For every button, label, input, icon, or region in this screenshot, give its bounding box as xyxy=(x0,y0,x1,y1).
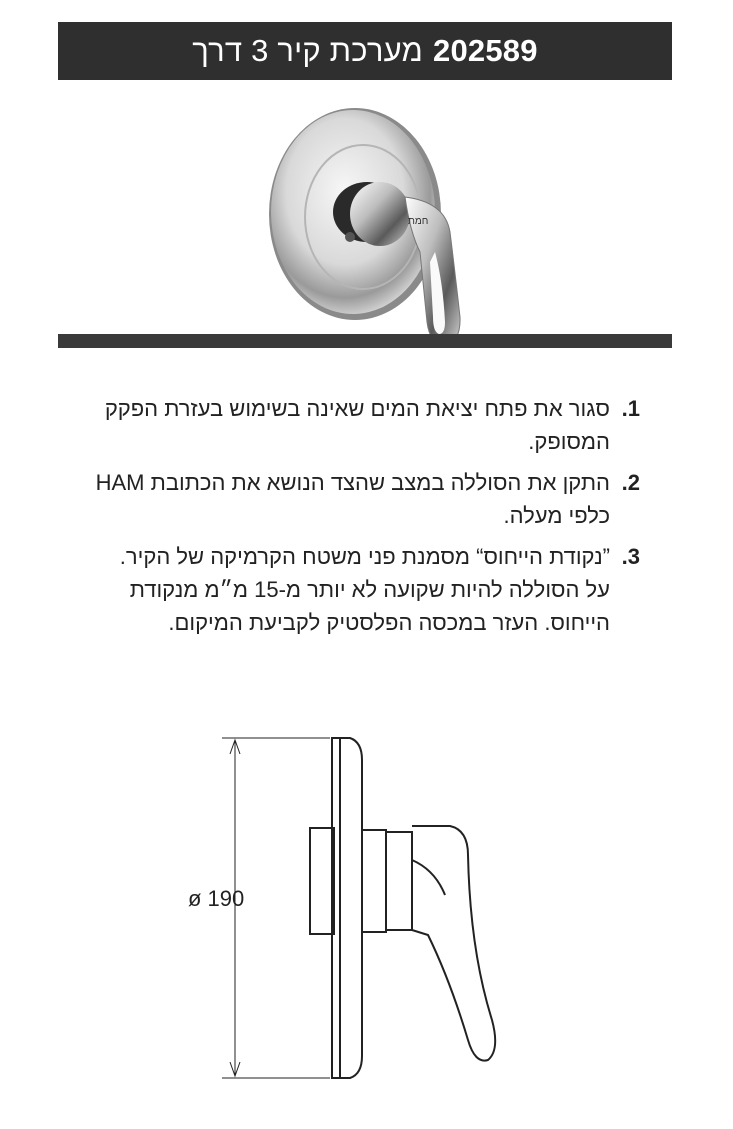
step-text: סגור את פתח יציאת המים שאינה בשימוש בעזרת הפקק המסופק. xyxy=(104,396,610,454)
step-text: התקן את הסוללה במצב שהצד הנושא את הכתובת HAM כלפי מעלה. xyxy=(95,470,610,528)
step-number: 3. xyxy=(621,544,640,569)
step-number: 2. xyxy=(621,470,640,495)
product-photo xyxy=(255,102,485,352)
product-code: 202589 xyxy=(433,33,538,68)
brand-mark: חמת xyxy=(408,216,429,227)
title-bar xyxy=(58,22,672,80)
faucet-illustration xyxy=(255,102,485,352)
step-number: 1. xyxy=(621,396,640,421)
instruction-list xyxy=(90,392,640,647)
instruction-item xyxy=(90,392,640,458)
step-text: ”נקודת הייחוס“ מסמנת פני משטח הקרמיקה של הקיר. על הסוללה להיות שקועה לא יותר מ-15 מ״מ מנקודת הייחוס. העזר במכסה הפלסטיק לקביעת המיקום. xyxy=(119,544,610,635)
diameter-label: ø 190 xyxy=(188,886,245,911)
counter-surface xyxy=(58,334,672,348)
instruction-item xyxy=(90,466,640,532)
instruction-item xyxy=(90,540,640,639)
product-title: מערכת קיר 3 דרך xyxy=(192,33,424,68)
technical-drawing xyxy=(150,720,530,1090)
side-view-diagram xyxy=(150,720,530,1090)
